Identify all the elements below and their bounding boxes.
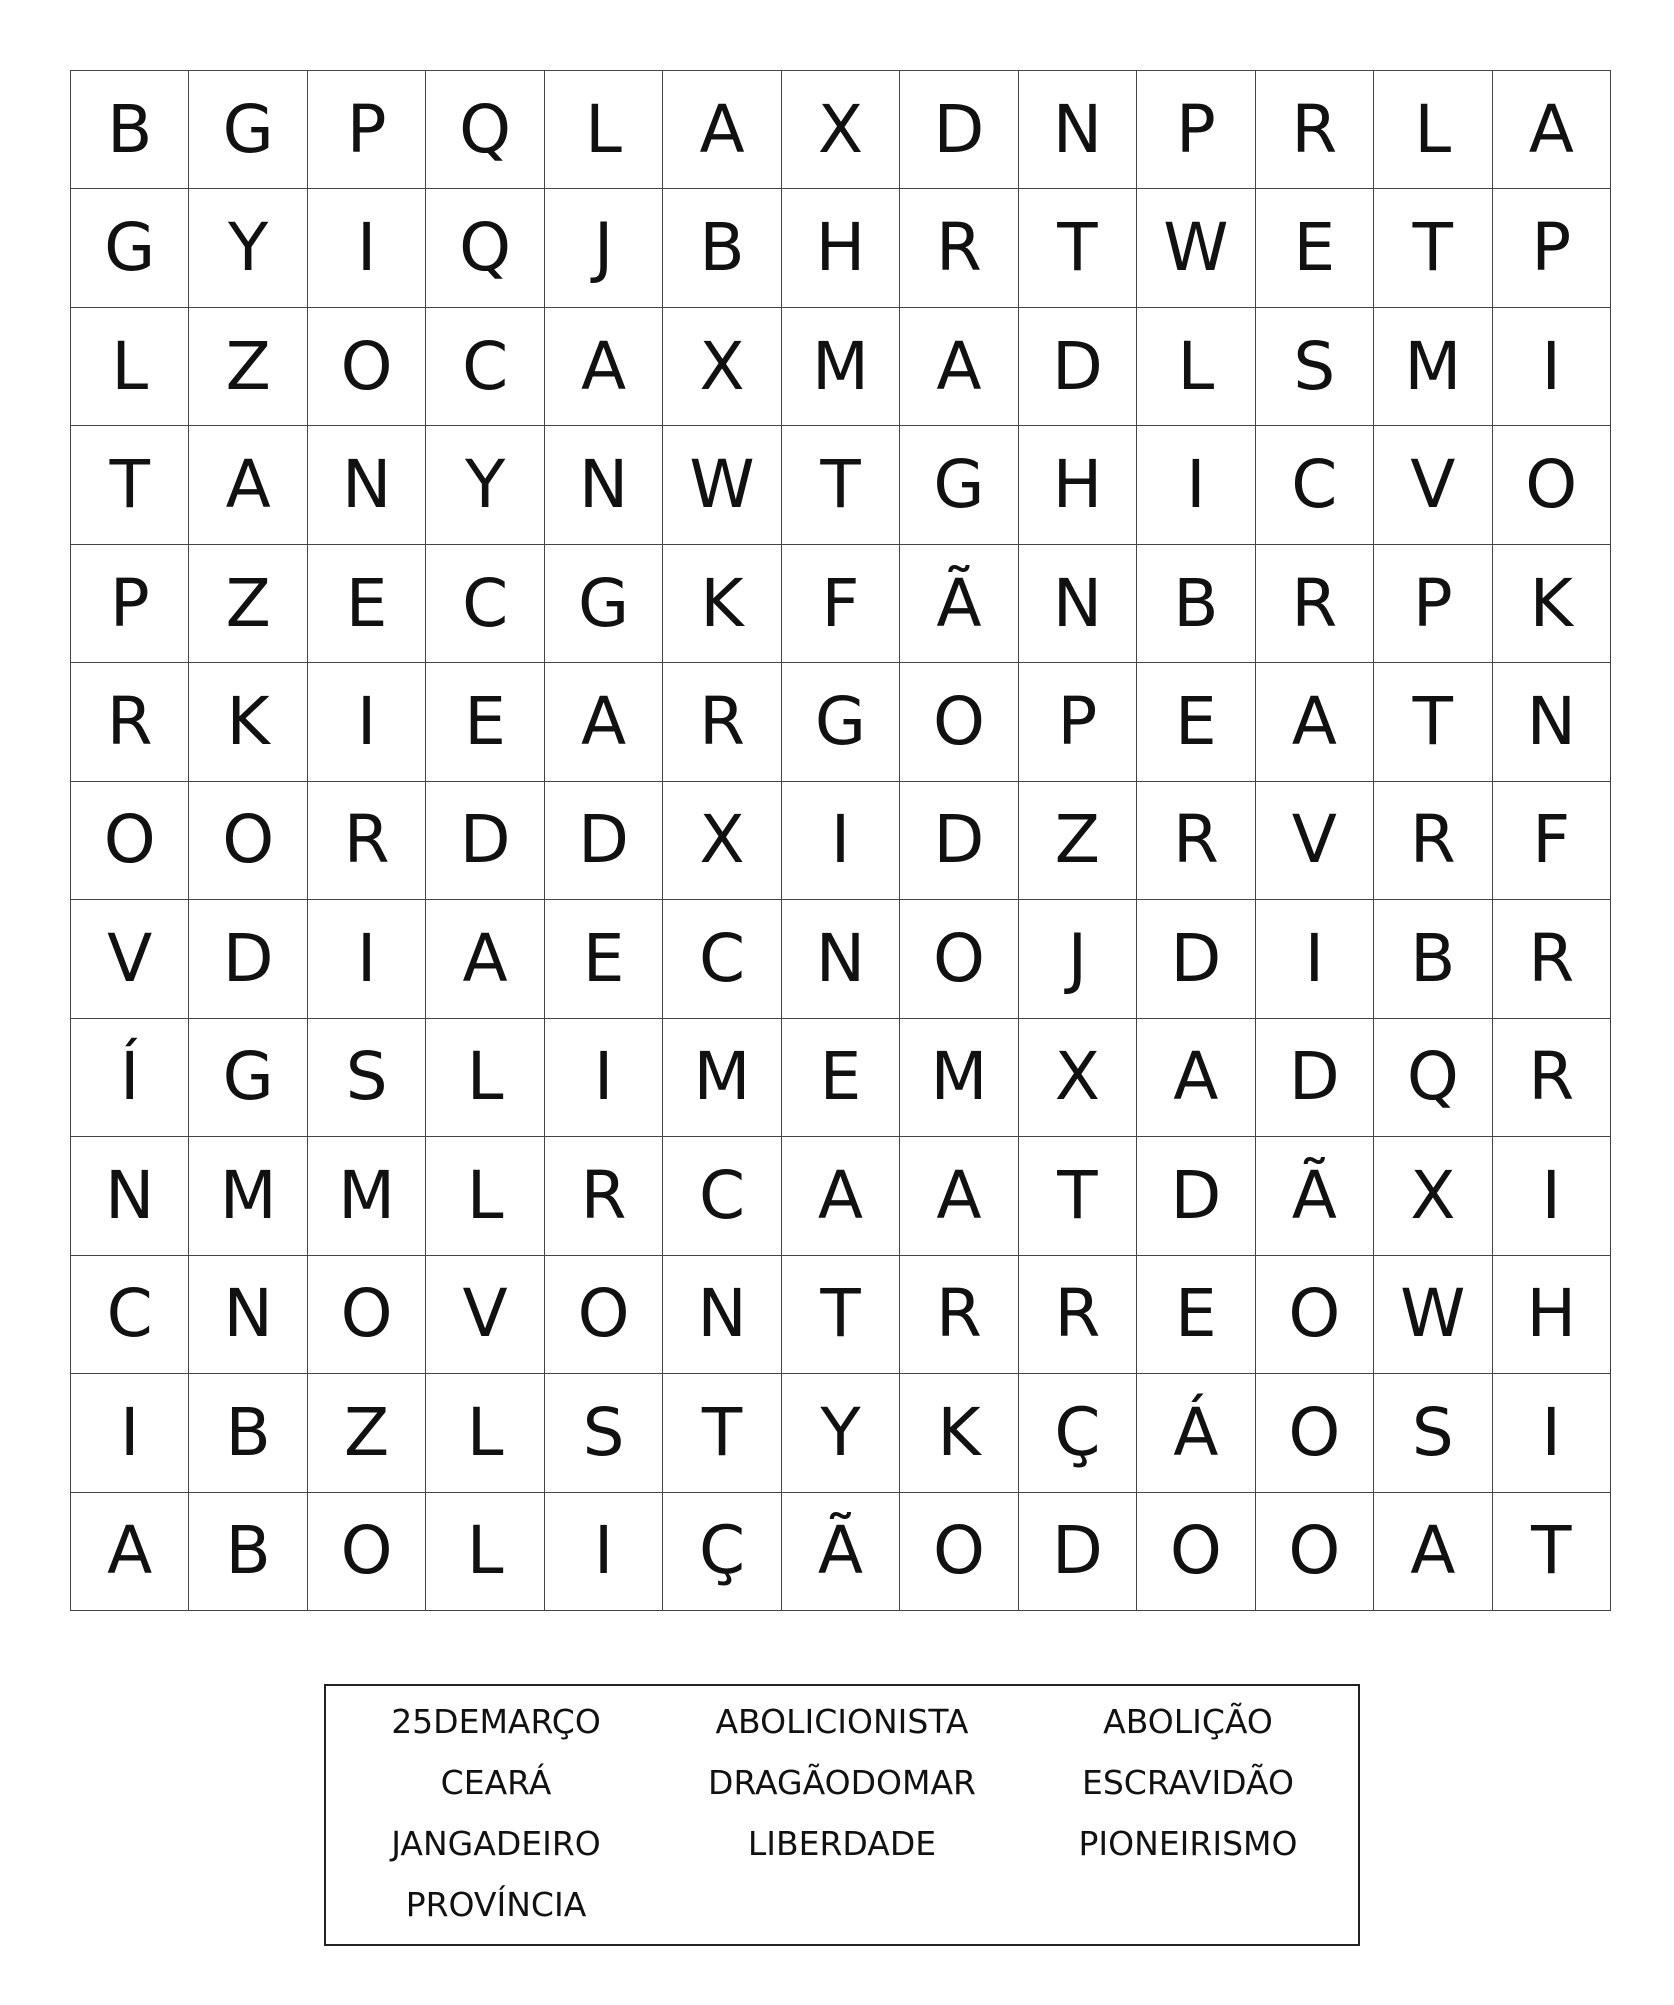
grid-cell[interactable]: Q [426,71,544,189]
grid-cell[interactable]: T [1374,189,1492,307]
grid-cell[interactable]: R [71,663,189,781]
grid-cell[interactable]: Ã [1256,1137,1374,1255]
grid-cell[interactable]: C [426,545,544,663]
grid-cell[interactable]: D [1019,308,1137,426]
grid-cell[interactable]: A [663,71,781,189]
grid-cell[interactable]: R [1137,782,1255,900]
grid-cell[interactable]: T [782,426,900,544]
grid-cell[interactable]: R [1493,1019,1611,1137]
grid-cell[interactable]: O [545,1256,663,1374]
grid-cell[interactable]: T [71,426,189,544]
grid-cell[interactable]: X [663,782,781,900]
grid-cell[interactable]: G [782,663,900,781]
grid-cell[interactable]: V [1256,782,1374,900]
grid-cell[interactable]: K [663,545,781,663]
grid-cell[interactable]: N [663,1256,781,1374]
grid-cell[interactable]: B [1137,545,1255,663]
word-list-item: PROVÍNCIA [405,1885,587,1924]
grid-cell[interactable]: P [308,71,426,189]
grid-cell[interactable]: A [71,1493,189,1611]
grid-cell[interactable]: T [1374,663,1492,781]
grid-cell[interactable]: Q [1374,1019,1492,1137]
grid-cell[interactable]: R [308,782,426,900]
grid-cell[interactable]: Z [1019,782,1137,900]
grid-cell[interactable]: A [545,663,663,781]
grid-cell[interactable]: T [1493,1493,1611,1611]
grid-cell[interactable]: J [1019,900,1137,1018]
grid-cell[interactable]: Á [1137,1374,1255,1492]
grid-cell[interactable]: P [1493,189,1611,307]
grid-cell[interactable]: F [1493,782,1611,900]
grid-cell[interactable]: Q [426,189,544,307]
grid-cell[interactable]: A [426,900,544,1018]
grid-cell[interactable]: N [1019,71,1137,189]
grid-cell[interactable]: R [1256,545,1374,663]
grid-cell[interactable]: Ã [900,545,1018,663]
grid-cell[interactable]: M [189,1137,307,1255]
grid-cell[interactable]: O [189,782,307,900]
grid-cell[interactable]: R [900,189,1018,307]
grid-cell[interactable]: B [189,1374,307,1492]
grid-cell[interactable]: D [426,782,544,900]
grid-cell[interactable]: Y [426,426,544,544]
grid-cell[interactable]: X [1019,1019,1137,1137]
grid-cell[interactable]: R [1374,782,1492,900]
grid-cell[interactable]: J [545,189,663,307]
grid-cell[interactable]: G [900,426,1018,544]
grid-cell[interactable]: X [1374,1137,1492,1255]
grid-cell[interactable]: Z [189,545,307,663]
grid-cell[interactable]: N [782,900,900,1018]
grid-cell[interactable]: I [308,663,426,781]
grid-cell[interactable]: E [782,1019,900,1137]
grid-cell[interactable]: N [71,1137,189,1255]
grid-cell[interactable]: A [189,426,307,544]
grid-cell[interactable]: R [1493,900,1611,1018]
grid-cell[interactable]: P [1019,663,1137,781]
grid-cell[interactable]: A [1374,1493,1492,1611]
grid-cell[interactable]: C [426,308,544,426]
grid-cell[interactable]: B [189,1493,307,1611]
word-list-item: ESCRAVIDÃO [1081,1763,1294,1802]
grid-cell[interactable]: L [71,308,189,426]
grid-cell[interactable]: N [308,426,426,544]
grid-cell[interactable]: O [71,782,189,900]
grid-cell[interactable]: C [71,1256,189,1374]
grid-cell[interactable]: O [1256,1493,1374,1611]
word-list-item: DRAGÃODOMAR [708,1763,976,1802]
grid-cell[interactable]: P [1374,545,1492,663]
grid-cell[interactable]: E [545,900,663,1018]
grid-cell[interactable]: Z [189,308,307,426]
grid-cell[interactable]: R [545,1137,663,1255]
grid-cell[interactable]: X [663,308,781,426]
grid-cell[interactable]: Ç [1019,1374,1137,1492]
grid-cell[interactable]: R [1256,71,1374,189]
grid-cell[interactable]: N [189,1256,307,1374]
grid-cell[interactable]: O [900,1493,1018,1611]
grid-cell[interactable]: E [1256,189,1374,307]
grid-cell[interactable]: Í [71,1019,189,1137]
grid-cell[interactable]: K [1493,545,1611,663]
grid-cell[interactable]: L [426,1374,544,1492]
grid-cell[interactable]: T [1019,189,1137,307]
grid-cell[interactable]: A [900,308,1018,426]
grid-cell[interactable]: G [71,189,189,307]
grid-cell[interactable]: P [71,545,189,663]
word-list [324,1684,1360,1946]
grid-cell[interactable]: V [1374,426,1492,544]
grid-cell[interactable]: E [1137,663,1255,781]
grid-cell[interactable]: Ã [782,1493,900,1611]
grid-cell[interactable]: I [1493,308,1611,426]
grid-cell[interactable]: T [1019,1137,1137,1255]
grid-cell[interactable]: O [900,900,1018,1018]
grid-cell[interactable]: I [1137,426,1255,544]
grid-cell[interactable]: O [900,663,1018,781]
grid-cell[interactable]: S [545,1374,663,1492]
grid-cell[interactable]: G [189,71,307,189]
grid-cell[interactable]: I [545,1493,663,1611]
grid-cell[interactable]: Y [782,1374,900,1492]
grid-cell[interactable]: L [545,71,663,189]
grid-cell[interactable]: N [1019,545,1137,663]
grid-cell[interactable]: I [1256,900,1374,1018]
grid-cell[interactable]: I [782,782,900,900]
grid-cell[interactable]: O [308,308,426,426]
grid-cell[interactable]: O [1256,1256,1374,1374]
grid-cell[interactable]: P [1137,71,1255,189]
grid-cell[interactable]: D [189,900,307,1018]
grid-cell[interactable]: M [308,1137,426,1255]
grid-cell[interactable]: A [782,1137,900,1255]
grid-cell[interactable]: A [900,1137,1018,1255]
grid-cell[interactable]: G [189,1019,307,1137]
grid-cell[interactable]: G [545,545,663,663]
word-list-item: ABOLICIONISTA [715,1702,969,1741]
grid-cell[interactable]: V [71,900,189,1018]
grid-cell[interactable]: O [1137,1493,1255,1611]
grid-cell[interactable]: A [1256,663,1374,781]
grid-cell[interactable]: R [663,663,781,781]
grid-cell[interactable]: D [1137,1137,1255,1255]
word-list-item: CEARÁ [440,1763,552,1802]
grid-cell[interactable]: H [782,189,900,307]
grid-cell[interactable]: O [308,1493,426,1611]
grid-cell[interactable]: X [782,71,900,189]
grid-cell[interactable]: S [1256,308,1374,426]
grid-cell[interactable]: V [426,1256,544,1374]
grid-cell[interactable]: L [426,1137,544,1255]
grid-cell[interactable]: R [1019,1256,1137,1374]
grid-cell[interactable]: B [1374,900,1492,1018]
grid-cell[interactable]: O [308,1256,426,1374]
letter-grid [70,70,1611,1611]
grid-cell[interactable]: N [1493,663,1611,781]
grid-cell[interactable]: H [1019,426,1137,544]
grid-cell[interactable]: L [1137,308,1255,426]
grid-cell[interactable]: S [308,1019,426,1137]
word-list-item: 25DEMARÇO [391,1702,601,1741]
grid-cell[interactable]: K [900,1374,1018,1492]
grid-cell[interactable]: B [663,189,781,307]
grid-cell[interactable]: M [900,1019,1018,1137]
grid-cell[interactable]: M [782,308,900,426]
grid-cell[interactable]: L [426,1019,544,1137]
grid-cell[interactable]: B [71,71,189,189]
grid-cell[interactable]: T [782,1256,900,1374]
grid-cell[interactable]: L [1374,71,1492,189]
grid-cell[interactable]: H [1493,1256,1611,1374]
grid-cell[interactable]: E [426,663,544,781]
grid-cell[interactable]: D [545,782,663,900]
grid-cell[interactable]: Y [189,189,307,307]
grid-cell[interactable]: Ç [663,1493,781,1611]
grid-cell[interactable]: I [71,1374,189,1492]
word-list-item: ABOLIÇÃO [1103,1702,1273,1741]
grid-cell[interactable]: D [900,71,1018,189]
grid-cell[interactable]: D [900,782,1018,900]
grid-cell[interactable]: L [426,1493,544,1611]
grid-cell[interactable]: D [1137,900,1255,1018]
grid-cell[interactable]: I [308,189,426,307]
word-list-item: JANGADEIRO [391,1824,601,1863]
grid-cell[interactable]: C [1256,426,1374,544]
grid-cell[interactable]: K [189,663,307,781]
grid-cell[interactable]: M [1374,308,1492,426]
grid-cell[interactable]: E [1137,1256,1255,1374]
grid-cell[interactable]: O [1493,426,1611,544]
grid-cell[interactable]: I [545,1019,663,1137]
grid-cell[interactable]: I [308,900,426,1018]
grid-cell[interactable]: W [1374,1256,1492,1374]
grid-cell[interactable]: F [782,545,900,663]
grid-cell[interactable]: A [1493,71,1611,189]
grid-cell[interactable]: D [1256,1019,1374,1137]
grid-cell[interactable]: E [308,545,426,663]
grid-cell[interactable]: C [663,1137,781,1255]
grid-cell[interactable]: T [663,1374,781,1492]
grid-cell[interactable]: O [1256,1374,1374,1492]
grid-cell[interactable]: R [900,1256,1018,1374]
grid-cell[interactable]: W [1137,189,1255,307]
grid-cell[interactable]: W [663,426,781,544]
grid-cell[interactable]: Z [308,1374,426,1492]
grid-cell[interactable]: D [1019,1493,1137,1611]
grid-cell[interactable]: I [1493,1374,1611,1492]
grid-cell[interactable]: I [1493,1137,1611,1255]
grid-cell[interactable]: A [545,308,663,426]
word-list-item: PIONEIRISMO [1078,1824,1298,1863]
word-list-item: LIBERDADE [747,1824,937,1863]
grid-cell[interactable]: N [545,426,663,544]
grid-cell[interactable]: M [663,1019,781,1137]
grid-cell[interactable]: A [1137,1019,1255,1137]
grid-cell[interactable]: S [1374,1374,1492,1492]
grid-cell[interactable]: C [663,900,781,1018]
